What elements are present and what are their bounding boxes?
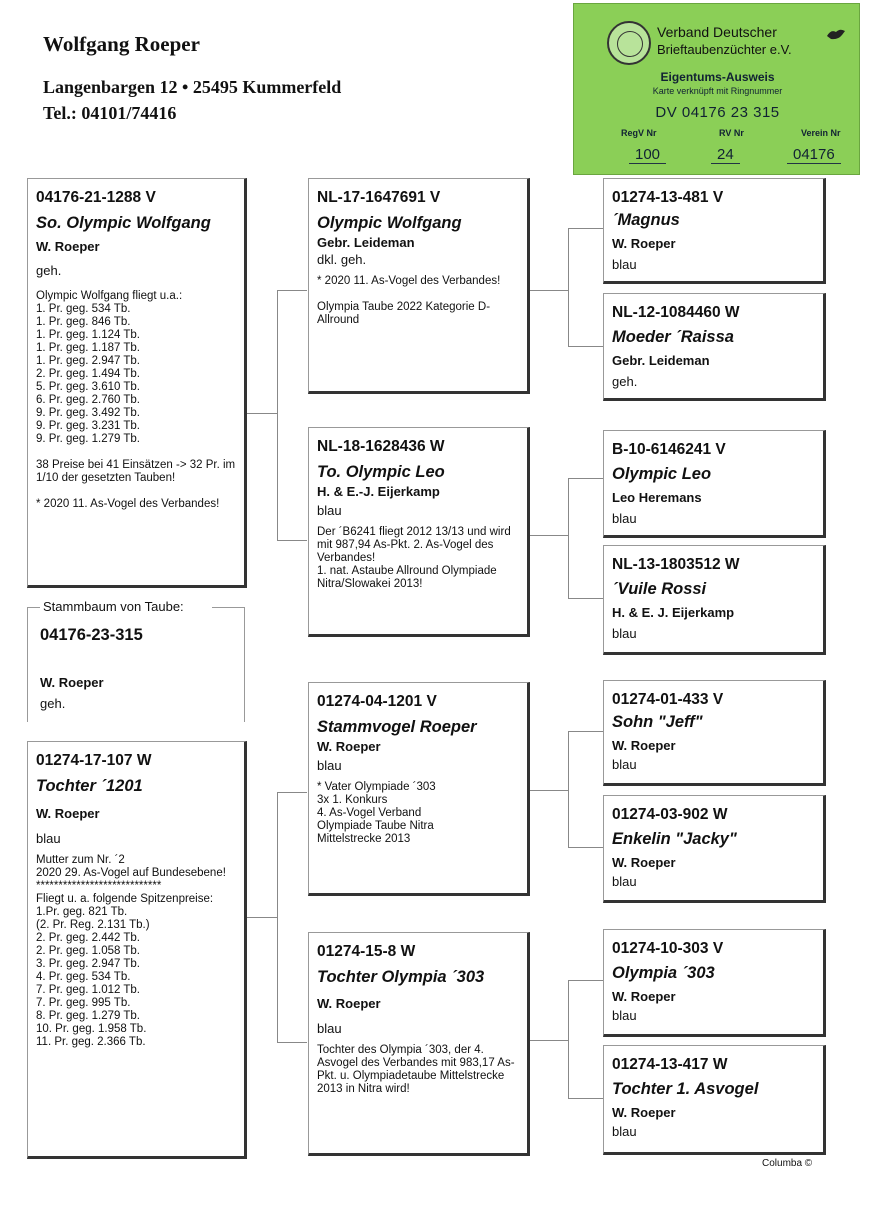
pigeon-color: blau [612, 511, 637, 526]
breeder: Gebr. Leideman [612, 353, 710, 368]
pigeon-notes: * Vater Olympiade ´303 3x 1. Konkurs 4. As-Vogel Verband Olympiade Taube Nitra Mittelstrecke 2013 [317, 781, 436, 845]
pigeon-color: blau [317, 758, 342, 773]
subject-ring-number: 04176-23-315 [40, 626, 143, 644]
subject-breeder: W. Roeper [40, 675, 104, 690]
pigeon-name: Olympia ´303 [612, 964, 715, 982]
connector-line [528, 535, 568, 536]
connector-line [277, 792, 307, 793]
connector-line [568, 346, 603, 347]
stammbaum-label: Stammbaum von Taube: [40, 599, 187, 614]
stammbaum-frame-line [212, 607, 245, 608]
pigeon-name: Enkelin "Jacky" [612, 830, 737, 848]
breeder: W. Roeper [612, 1105, 676, 1120]
pigeon-name: Olympic Wolfgang [317, 214, 462, 232]
stammbaum-frame-line [27, 607, 40, 608]
connector-line [568, 847, 603, 848]
pigeon-color: blau [612, 757, 637, 772]
card-org-line1: Verband Deutscher [657, 24, 777, 40]
pedigree-box-mm [308, 932, 530, 1156]
card-ring-number: DV 04176 23 315 [655, 104, 780, 121]
breeder: W. Roeper [612, 855, 676, 870]
subject-pigeon [40, 626, 143, 711]
pigeon-color: blau [317, 503, 342, 518]
pigeon-name: ´Magnus [612, 211, 680, 229]
card-regv-label: RegV Nr [621, 128, 657, 138]
breeder: W. Roeper [36, 239, 100, 254]
ring-number: 01274-04-1201 V [317, 693, 437, 710]
card-verein-label: Verein Nr [801, 128, 841, 138]
card-org-line2: Brieftaubenzüchter e.V. [657, 42, 792, 57]
connector-line [568, 478, 603, 479]
breeder: H. & E. J. Eijerkamp [612, 605, 735, 620]
connector-line [568, 980, 569, 1098]
pigeon-notes: Olympic Wolfgang fliegt u.a.: 1. Pr. geg. 534 Tb. 1. Pr. geg. 846 Tb. 1. Pr. geg. 1.124 Tb. 1. Pr. geg. 1.187 Tb. 1. Pr. geg. 2.947 Tb. 2. Pr. geg. 1.494 Tb. 5. Pr. geg. 3.610 Tb. 6. Pr. geg. 2.760 Tb. 9. Pr. geg. 3.492 Tb. 9. Pr. geg. 3.231 Tb. 9. Pr. geg. 1.279 Tb. 38 Preise bei 41 Einsätzen -> 32 Pr. im 1/10 der gesetzten Tauben! * 2020 11. As-Vogel des Verbandes! [36, 290, 236, 510]
pigeon-color: blau [36, 831, 61, 846]
subject-color: geh. [40, 696, 66, 711]
pedigree-box-ff [308, 178, 530, 394]
connector-line [528, 790, 568, 791]
ring-number: NL-18-1628436 W [317, 438, 445, 455]
stammbaum-frame-line [244, 607, 245, 722]
pigeon-notes: Tochter des Olympia ´303, der 4. Asvogel des Verbandes mit 983,17 As-Pkt. u. Olympiadetaube Mittelstrecke 2013 in Nitra wird! [317, 1044, 515, 1095]
breeder: W. Roeper [612, 236, 676, 251]
pigeon-name: Tochter Olympia ´303 [317, 968, 485, 986]
breeder: Gebr. Leideman [317, 235, 415, 250]
pedigree-box-fmm [603, 545, 826, 655]
ring-number: 01274-13-481 V [612, 189, 724, 206]
connector-line [245, 917, 277, 918]
card-rv-value: 24 [711, 146, 740, 164]
connector-line [568, 731, 603, 732]
ring-number: 01274-03-902 W [612, 806, 728, 823]
pedigree-box-mother [27, 741, 247, 1159]
card-verein-value: 04176 [787, 146, 841, 164]
pigeon-color: geh. [612, 374, 638, 389]
card-regv-value: 100 [629, 146, 666, 164]
pigeon-color: blau [612, 257, 637, 272]
stammbaum-frame-line [27, 607, 28, 722]
pedigree-box-fff [603, 178, 826, 284]
card-title: Eigentums-Ausweis [660, 70, 775, 84]
ring-number: 01274-01-433 V [612, 691, 724, 708]
pedigree-box-fm [308, 427, 530, 637]
pigeon-name: To. Olympic Leo [317, 463, 445, 481]
pigeon-name: Stammvogel Roeper [317, 718, 477, 736]
ring-number: 01274-10-303 V [612, 940, 724, 957]
pigeon-name: Moeder ´Raissa [612, 328, 734, 346]
connector-line [245, 413, 277, 414]
owner-address: Langenbargen 12 • 25495 Kummerfeld [43, 77, 342, 97]
pigeon-name: ´Vuile Rossi [612, 580, 707, 598]
connector-line [277, 290, 278, 540]
pigeon-color: blau [612, 626, 637, 641]
connector-line [568, 1098, 603, 1099]
connector-line [277, 792, 278, 1042]
connector-line [568, 731, 569, 847]
connector-line [528, 1040, 568, 1041]
pedigree-box-mfm [603, 795, 826, 903]
pedigree-box-fmf [603, 430, 826, 538]
connector-line [568, 980, 603, 981]
pigeon-color: blau [612, 1124, 637, 1139]
pigeon-color: blau [612, 1008, 637, 1023]
pigeon-notes: Der ´B6241 fliegt 2012 13/13 und wird mit 987,94 As-Pkt. 2. As-Vogel des Verbandes! 1. nat. Astaube Allround Olympiade Nitra/Slowakei 2013! [317, 526, 511, 590]
breeder: H. & E.-J. Eijerkamp [317, 484, 440, 499]
pigeon-notes: * 2020 11. As-Vogel des Verbandes! Olympia Taube 2022 Kategorie D-Allround [317, 275, 501, 326]
connector-line [277, 540, 307, 541]
pedigree-box-mmm [603, 1045, 826, 1155]
pigeon-color: blau [612, 874, 637, 889]
footer-credit: Columba © [762, 1158, 813, 1169]
pigeon-name: Olympic Leo [612, 465, 712, 483]
connector-line [528, 290, 568, 291]
pedigree-box-mf [308, 682, 530, 896]
owner-phone: Tel.: 04101/74416 [43, 103, 177, 123]
pedigree-box-mff [603, 680, 826, 786]
connector-line [568, 478, 569, 598]
pigeon-name: Tochter 1. Asvogel [612, 1080, 759, 1098]
pigeon-name: Sohn "Jeff" [612, 713, 703, 731]
breeder: W. Roeper [612, 989, 676, 1004]
breeder: W. Roeper [36, 806, 100, 821]
breeder: W. Roeper [317, 996, 381, 1011]
ring-number: NL-12-1084460 W [612, 304, 740, 321]
breeder: W. Roeper [612, 738, 676, 753]
ring-number: 01274-13-417 W [612, 1056, 728, 1073]
pedigree-box-mmf [603, 929, 826, 1037]
ownership-card [573, 3, 860, 175]
connector-line [568, 228, 603, 229]
association-logo-icon [607, 21, 651, 65]
ring-number: B-10-6146241 V [612, 441, 726, 458]
ring-number: 04176-21-1288 V [36, 189, 156, 206]
pedigree-box-father [27, 178, 247, 588]
connector-line [277, 1042, 307, 1043]
pigeon-name: Tochter ´1201 [36, 777, 143, 795]
pigeon-color: geh. [36, 263, 62, 278]
pigeon-notes: Mutter zum Nr. ´2 2020 29. As-Vogel auf Bundesebene! **************************** Fliegt u. a. folgende Spitzenpreise: 1.Pr. geg. 821 Tb. (2. Pr. Reg. 2.131 Tb.) 2. Pr. geg. 2.442 Tb. 2. Pr. geg. 1.058 Tb. 3. Pr. geg. 2.947 Tb. 4. Pr. geg. 534 Tb. 7. Pr. geg. 1.012 Tb. 7. Pr. geg. 995 Tb. 8. Pr. geg. 1.279 Tb. 10. Pr. geg. 1.958 Tb. 11. Pr. geg. 2.366 Tb. [36, 854, 226, 1048]
breeder: W. Roeper [317, 739, 381, 754]
pigeon-color: blau [317, 1021, 342, 1036]
ring-number: NL-13-1803512 W [612, 556, 740, 573]
card-subtitle: Karte verknüpft mit Ringnummer [652, 86, 783, 96]
card-rv-label: RV Nr [719, 128, 744, 138]
pigeon-badge-icon [825, 26, 847, 42]
pedigree-box-ffm [603, 293, 826, 401]
owner-name: Wolfgang Roeper [43, 32, 200, 56]
ring-number: 01274-15-8 W [317, 943, 416, 960]
ring-number: 01274-17-107 W [36, 752, 152, 769]
connector-line [277, 290, 307, 291]
connector-line [568, 598, 603, 599]
breeder: Leo Heremans [612, 490, 702, 505]
pigeon-name: So. Olympic Wolfgang [36, 214, 211, 232]
pigeon-color: dkl. geh. [317, 252, 367, 267]
connector-line [568, 228, 569, 346]
ring-number: NL-17-1647691 V [317, 189, 441, 206]
